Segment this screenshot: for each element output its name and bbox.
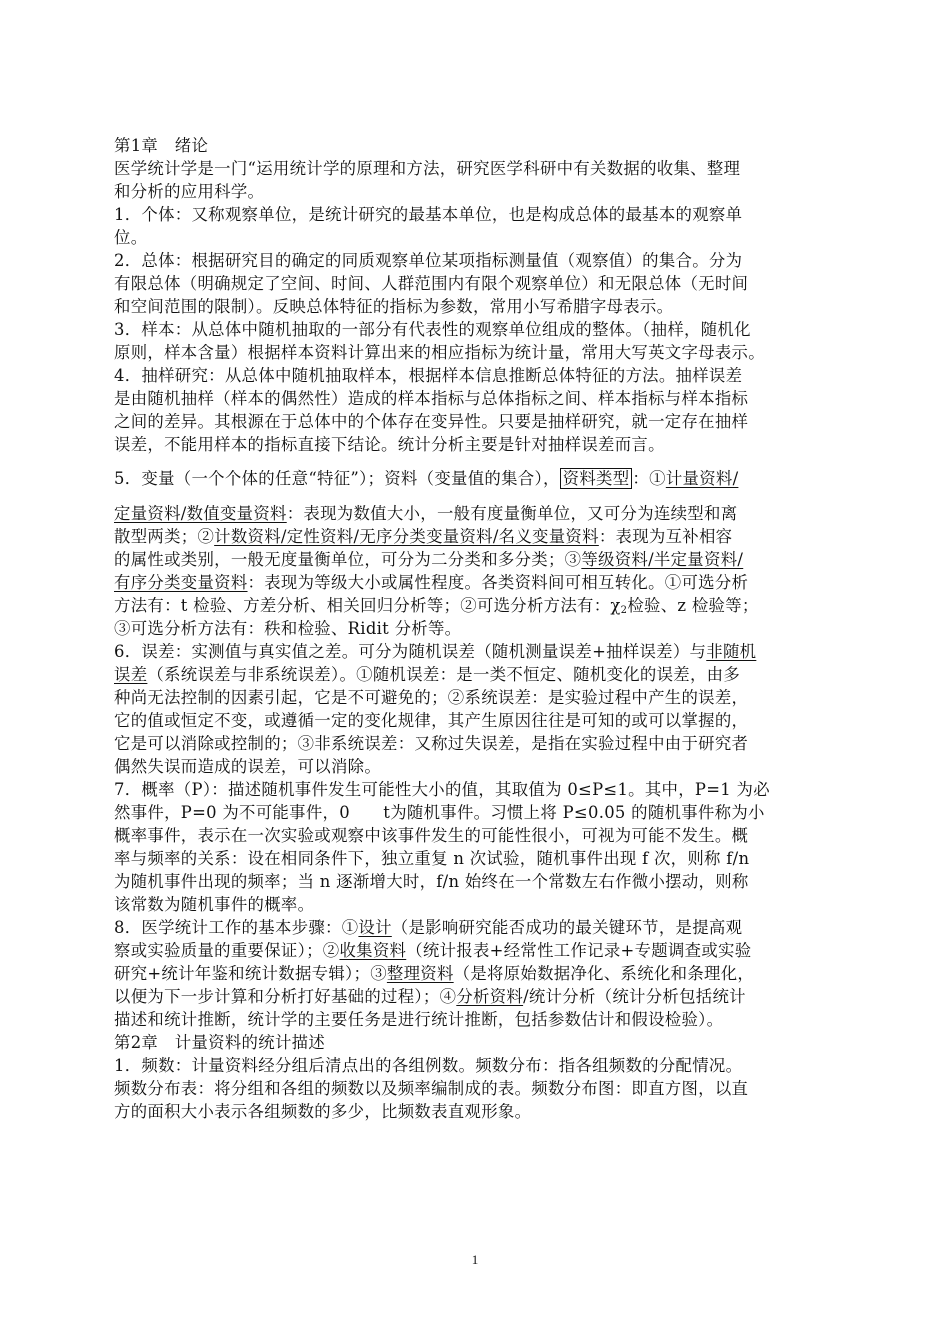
- text-line: 的属性或类别，一般无度量衡单位，可分为二分类和多分类；③等级资料/半定量资料/: [114, 550, 744, 569]
- text-line: 方的面积大小表示各组频数的多少，比频数表直观形象。: [114, 1102, 532, 1121]
- text-line: 描述和统计推断，统计学的主要任务是进行统计推断，包括参数估计和假设检验）。: [114, 1010, 724, 1029]
- text-line: 率与频率的关系：设在相同条件下，独立重复 n 次试验，随机事件出现 f 次，则称 f/n: [114, 849, 750, 868]
- text-line: 然事件，P=0 为不可能事件，0 t为随机事件。习惯上将 P≤0.05 的随机事件称为小: [114, 803, 765, 822]
- text-line: 以便为下一步计算和分析打好基础的过程）；④分析资料/统计分析（统计分析包括统计: [114, 987, 746, 1006]
- text-line: 频数分布表：将分组和各组的频数以及频率编制成的表。频数分布图：即直方图，以直: [114, 1079, 749, 1098]
- text-line: 7．概率（P）：描述随机事件发生可能性大小的值，其取值为 0≤P≤1。其中，P=1 为必: [114, 780, 770, 799]
- underlined-term: 等级资料/半定量资料/: [581, 550, 744, 569]
- page-body: [114, 134, 844, 1123]
- chapter-2-heading: 第2章 计量资料的统计描述: [114, 1033, 326, 1052]
- text-line: 6．误差：实测值与真实值之差。可分为随机误差（随机测量误差+抽样误差）与非随机: [114, 642, 757, 661]
- text-line: 医学统计学是一门“运用统计学的原理和方法，研究医学科研中有关数据的收集、整理: [114, 159, 741, 178]
- paragraph-gap: [114, 456, 844, 464]
- text-line: 1．频数：计量资料经分组后清点出的各组例数。频数分布：指各组频数的分配情况。: [114, 1056, 743, 1075]
- text-line: 散型两类；②计数资料/定性资料/无序分类变量资料/名义变量资料：表现为互补相容: [114, 527, 733, 546]
- text-line: 位。: [114, 228, 148, 247]
- text-line: 8．医学统计工作的基本步骤：①设计（是影响研究能否成功的最关键环节，是提高观: [114, 918, 743, 937]
- page-number: 1: [471, 1252, 479, 1267]
- text-line: 种尚无法控制的因素引起，它是不可避免的；②系统误差：是实验过程中产生的误差，: [114, 688, 749, 707]
- text-line: 原则，样本含量）根据样本资料计算出来的相应指标为统计量，常用大写英文字母表示。: [114, 343, 765, 362]
- text-line: 偶然失误而造成的误差，可以消除。: [114, 757, 382, 776]
- text-line: 误差（系统误差与非系统误差）。①随机误差：是一类不恒定、随机变化的误差，由多: [114, 665, 741, 684]
- text-line: 定量资料/数值变量资料：表现为数值大小，一般有度量衡单位，又可分为连续型和离: [114, 504, 738, 523]
- text-line: ③可选分析方法有：秩和检验、Ridit 分析等。: [114, 619, 462, 638]
- underlined-term: 分析资料: [456, 987, 524, 1006]
- text-line: 4．抽样研究：从总体中随机抽取样本，根据样本信息推断总体特征的方法。抽样误差: [114, 366, 743, 385]
- text-line: 是由随机抽样（样本的偶然性）造成的样本指标与总体指标之间、样本指标与样本指标: [114, 389, 749, 408]
- text-line: 之间的差异。其根源在于总体中的个体存在变异性。只要是抽样研究，就一定存在抽样: [114, 412, 749, 431]
- underlined-term: 计量资料/: [665, 469, 739, 488]
- chi-square-subscript: 2: [620, 605, 628, 616]
- chapter-1-heading: 第1章 绪论: [114, 136, 209, 155]
- text-line: 1．个体：又称观察单位，是统计研究的最基本单位，也是构成总体的最基本的观察单: [114, 205, 743, 224]
- paragraph-gap: [114, 494, 844, 502]
- underlined-term: 误差: [114, 665, 148, 684]
- underlined-term: 计数资料/定性资料/无序分类变量资料/名义变量资料: [214, 527, 599, 546]
- text-line: 察或实验质量的重要保证）；②收集资料（统计报表+经常性工作记录+专题调查或实验: [114, 941, 752, 960]
- text-line: 2．总体：根据研究目的确定的同质观察单位某项指标测量值（观察值）的集合。分为: [114, 251, 743, 270]
- text-line: 和分析的应用科学。: [114, 182, 265, 201]
- text-line: 误差，不能用样本的指标直接下结论。统计分析主要是针对抽样误差而言。: [114, 435, 665, 454]
- text-line: 3．样本：从总体中随机抽取的一部分有代表性的观察单位组成的整体。（抽样，随机化: [114, 320, 751, 339]
- text-line: 它的值或恒定不变，或遵循一定的变化规律，其产生原因往往是可知的或可以掌握的，: [114, 711, 749, 730]
- underlined-term: 定量资料/数值变量资料: [114, 504, 287, 523]
- text-line: 研究+统计年鉴和统计数据专辑）；③整理资料（是将原始数据净化、系统化和条理化，: [114, 964, 755, 983]
- boxed-term: 资料类型: [560, 468, 633, 489]
- underlined-term: 整理资料: [386, 964, 454, 983]
- underlined-term: 设计: [358, 918, 392, 937]
- text-line: 有限总体（明确规定了空间、时间、人群范围内有限个观察单位）和无限总体（无时间: [114, 274, 749, 293]
- text-line: 该常数为随机事件的概率。: [114, 895, 315, 914]
- text-line: 有序分类变量资料：表现为等级大小或属性程度。各类资料间可相互转化。①可选分析: [114, 573, 749, 592]
- text-line: 概率事件，表示在一次实验或观察中该事件发生的可能性很小，可视为可能不发生。概: [114, 826, 749, 845]
- text-line: 它是可以消除或控制的；③非系统误差：又称过失误差，是指在实验过程中由于研究者: [114, 734, 749, 753]
- underlined-term: 有序分类变量资料: [114, 573, 248, 592]
- text-line: 为随机事件出现的频率；当 n 逐渐增大时，f/n 始终在一个常数左右作微小摆动，则称: [114, 872, 749, 891]
- underlined-term: 收集资料: [339, 941, 407, 960]
- text-line: 方法有：t 检验、方差分析、相关回归分析等；②可选分析方法有：$\chi_2$检验、z 检验等；: [114, 596, 759, 616]
- text-line: 5．变量（一个个体的任意“特征”）；资料（变量值的集合）， 资料类型 ：①计量资料/: [114, 469, 739, 488]
- text-line: 和空间范围的限制）。反映总体特征的指标为参数，常用小写希腊字母表示。: [114, 297, 674, 316]
- underlined-term: 非随机: [706, 642, 757, 661]
